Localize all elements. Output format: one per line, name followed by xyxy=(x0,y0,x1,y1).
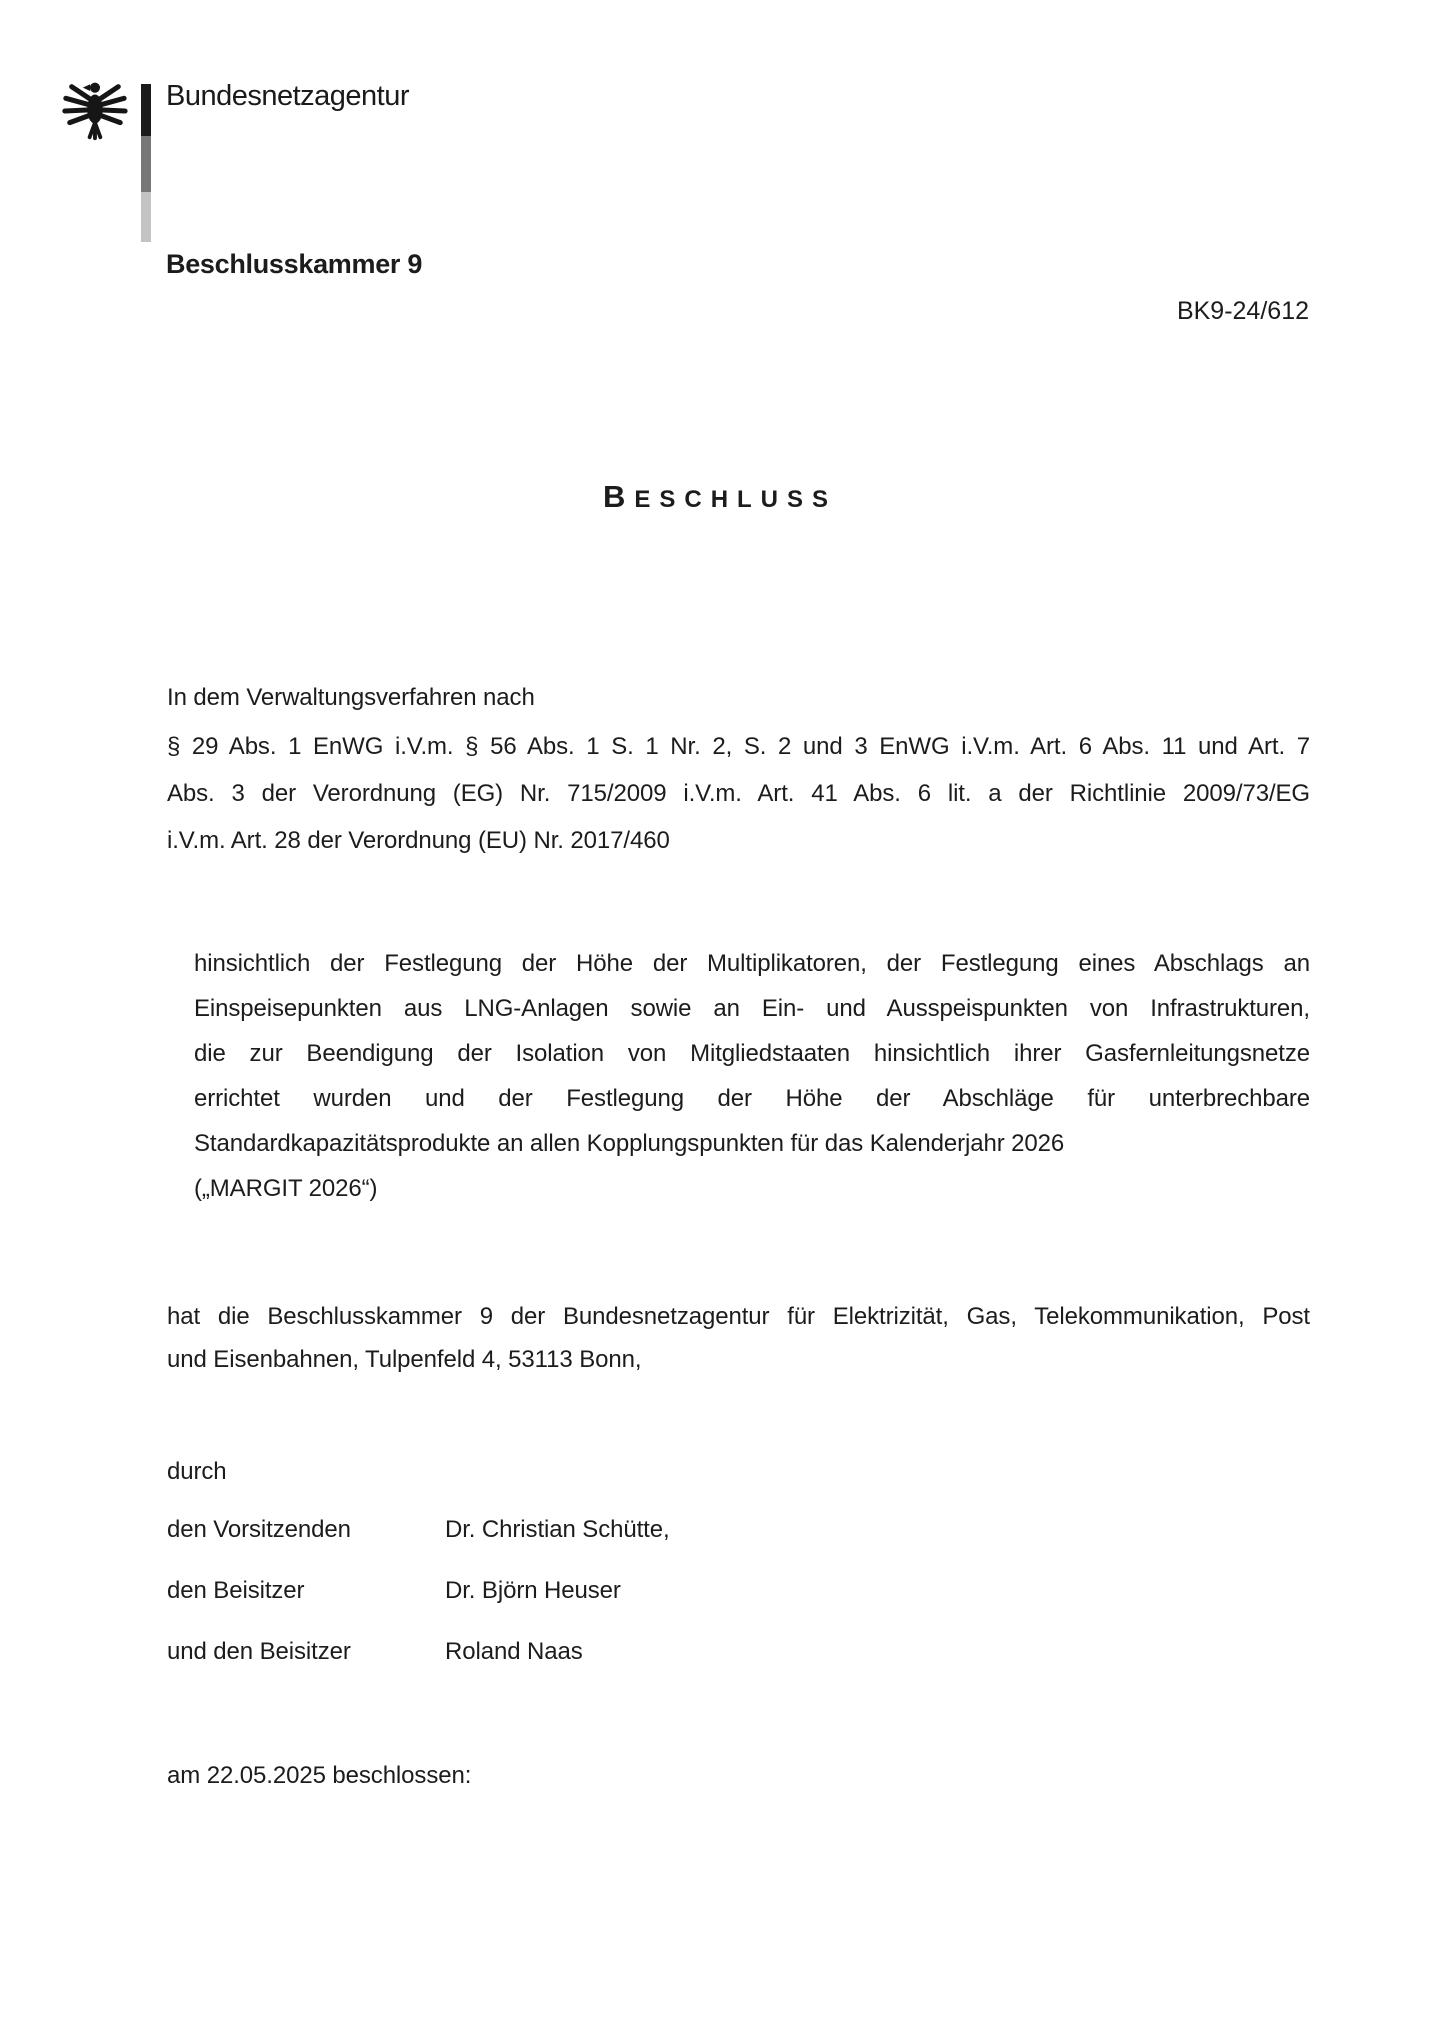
decided-by-line: und Eisenbahnen, Tulpenfeld 4, 53113 Bonn, xyxy=(167,1346,642,1373)
decided-by-paragraph xyxy=(167,1295,1310,1381)
member-row xyxy=(167,1638,1310,1699)
subject-line: Einspeisepunkten aus LNG-Anlagen sowie an Ein- und Ausspeispunkten von Infrastrukturen, xyxy=(194,995,1310,1022)
decided-by-line: hat die Beschlusskammer 9 der Bundesnetzagentur für Elektrizität, Gas, Telekommunikation, Post xyxy=(167,1303,1310,1330)
document-title xyxy=(0,478,1440,515)
member-role: den Beisitzer xyxy=(167,1577,305,1604)
member-name: Dr. Björn Heuser xyxy=(445,1577,621,1604)
subject-alias-line: („MARGIT 2026“) xyxy=(194,1175,378,1202)
decision-date-line: am 22.05.2025 beschlossen: xyxy=(167,1762,472,1789)
member-row xyxy=(167,1516,1310,1577)
case-number: BK9-24/612 xyxy=(1176,297,1309,325)
legal-basis-line: i.V.m. Art. 28 der Verordnung (EU) Nr. 2017/460 xyxy=(167,827,670,854)
subject-line: hinsichtlich der Festlegung der Höhe der Multiplikatoren, der Festlegung eines Abschlags an xyxy=(194,950,1310,977)
member-role: und den Beisitzer xyxy=(167,1638,351,1665)
subject-paragraph xyxy=(194,941,1310,1211)
document-title-rest: ESCHLUSS xyxy=(634,486,838,513)
durch-label: durch xyxy=(167,1458,227,1485)
chamber-heading: Beschlusskammer 9 xyxy=(166,249,423,279)
logo-bar-segment-top xyxy=(141,84,151,136)
logo-bar-segment-bottom xyxy=(141,192,151,242)
document-title-initial: B xyxy=(602,479,635,514)
subject-line: Standardkapazitätsprodukte an allen Kopplungspunkten für das Kalenderjahr 2026 xyxy=(194,1130,1065,1157)
member-row xyxy=(167,1577,1310,1638)
intro-line: In dem Verwaltungsverfahren nach xyxy=(167,684,535,711)
agency-name: Bundesnetzagentur xyxy=(166,80,410,112)
legal-basis-line: § 29 Abs. 1 EnWG i.V.m. § 56 Abs. 1 S. 1 Nr. 2, S. 2 und 3 EnWG i.V.m. Art. 6 Abs. 11 und Art. 7 xyxy=(167,733,1310,760)
logo-bar-segment-middle xyxy=(141,136,151,192)
member-name: Dr. Christian Schütte, xyxy=(445,1516,670,1543)
members-list xyxy=(167,1516,1310,1699)
legal-basis-paragraph xyxy=(167,723,1310,864)
logo-divider-bar xyxy=(141,84,151,242)
member-role: den Vorsitzenden xyxy=(167,1516,351,1543)
federal-eagle-icon xyxy=(60,78,128,142)
legal-basis-line: Abs. 3 der Verordnung (EG) Nr. 715/2009 i.V.m. Art. 41 Abs. 6 lit. a der Richtlinie 2009/73/EG xyxy=(167,780,1310,807)
member-name: Roland Naas xyxy=(445,1638,583,1665)
subject-line: die zur Beendigung der Isolation von Mitgliedstaaten hinsichtlich ihrer Gasfernleitungsnetze xyxy=(194,1040,1310,1067)
subject-line: errichtet wurden und der Festlegung der Höhe der Abschläge für unterbrechbare xyxy=(194,1085,1310,1112)
